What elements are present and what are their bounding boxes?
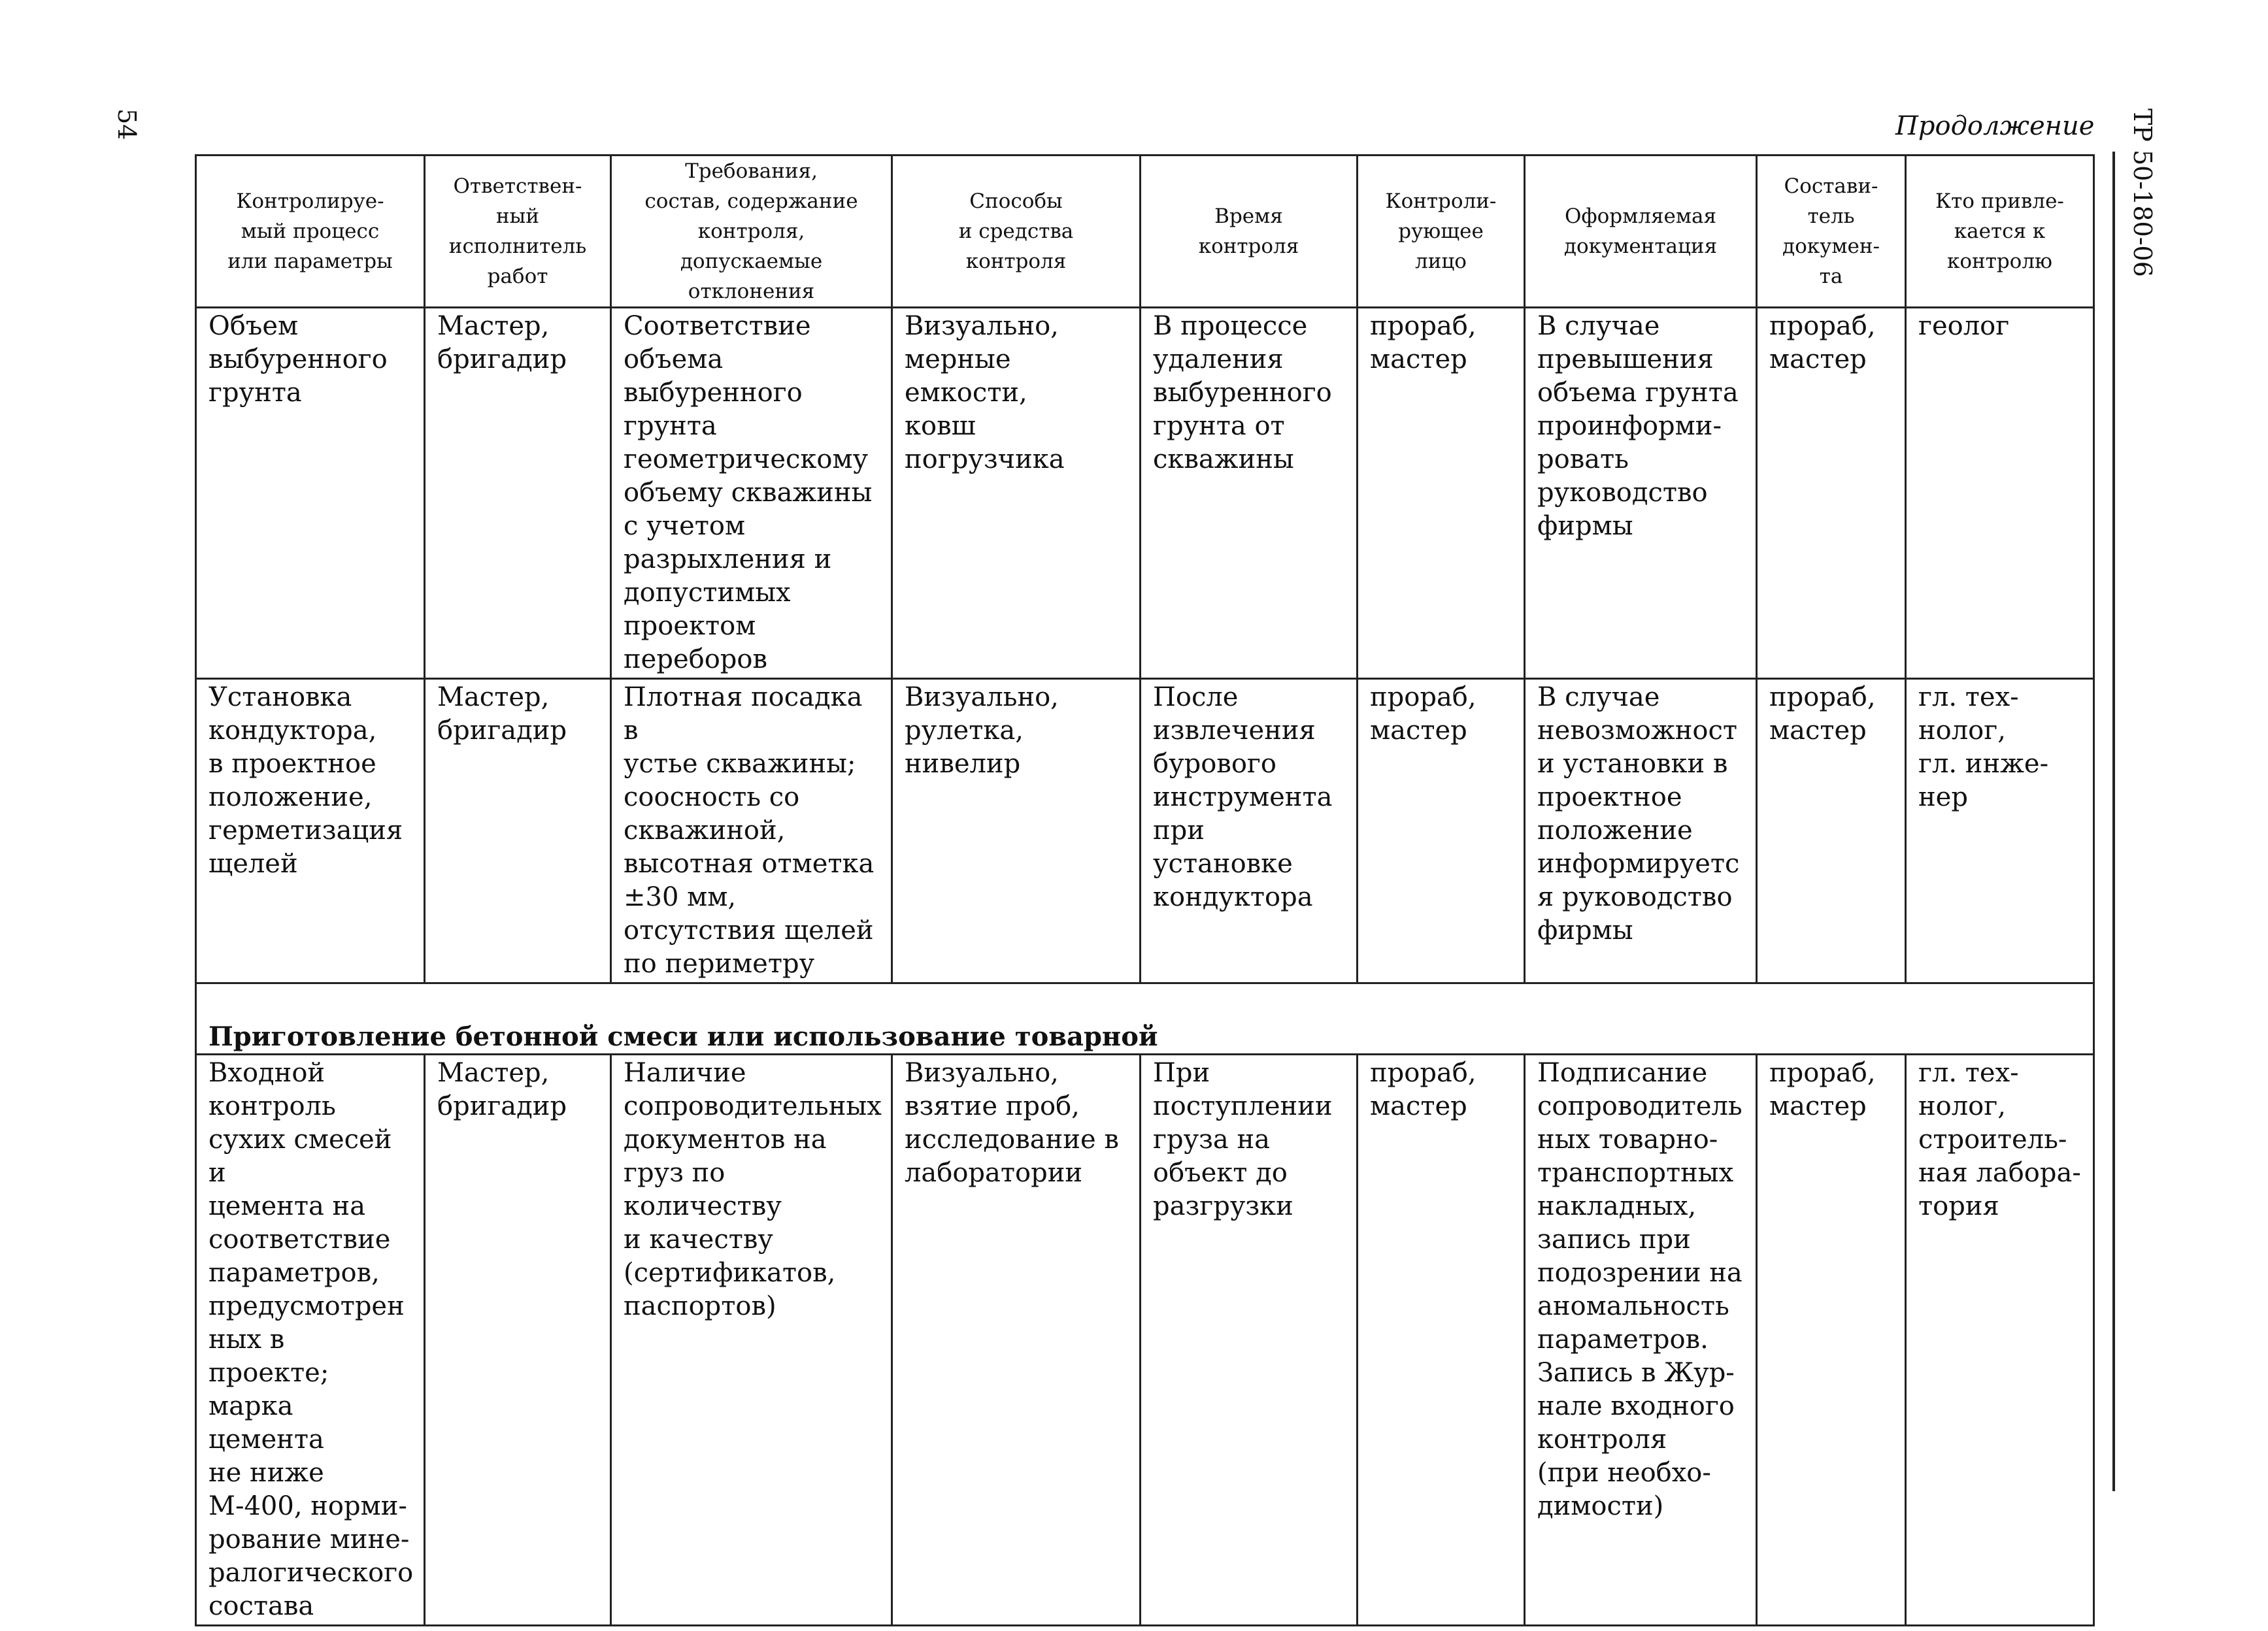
header-controlled-process: Контролируе- мый процесс или параметры: [196, 156, 425, 308]
table-cell: Объем выбуренного грунта: [196, 308, 425, 679]
table-cell: Визуально, рулетка, нивелир: [892, 679, 1141, 983]
table-cell: В случае превышения объема грунта проинформи- ровать руководство фирмы: [1525, 308, 1757, 679]
table-cell: прораб, мастер: [1757, 1055, 1906, 1626]
table-cell: Входной контроль сухих смесей и цемента на соответствие параметров, предусмотрен ных в проекте; марка цемента не ниже М-400, норми- рование мине- ралогического состава: [196, 1055, 425, 1626]
header-responsible: Ответствен- ный исполнитель работ: [425, 156, 611, 308]
table-cell: прораб, мастер: [1757, 308, 1906, 679]
continuation-label: Продолжение: [1895, 111, 2095, 141]
section-title: Приготовление бетонной смеси или использование товарной: [196, 983, 2094, 1055]
table-cell: прораб, мастер: [1358, 1055, 1525, 1626]
table-cell: В случае невозможност и установки в проектное положение информируетс я руководство фирмы: [1525, 679, 1757, 983]
header-controller: Контроли- рующее лицо: [1358, 156, 1525, 308]
header-compiler: Состави- тель докумен- та: [1757, 156, 1906, 308]
table-cell: прораб, мастер: [1358, 679, 1525, 983]
table-row: [196, 1055, 2094, 1626]
table-cell: прораб, мастер: [1757, 679, 1906, 983]
table-cell: прораб, мастер: [1358, 308, 1525, 679]
table-cell: Плотная посадка в устье скважины; соосность со скважиной, высотная отметка ±30 мм, отсутствия щелей по периметру: [611, 679, 892, 983]
table-cell: гл. тех- нолог, гл. инже- нер: [1906, 679, 2094, 983]
header-documentation: Оформляемая документация: [1525, 156, 1757, 308]
header-methods: Способы и средства контроля: [892, 156, 1141, 308]
table-row: [196, 679, 2094, 983]
document-code: ТР 50-180-06: [2128, 108, 2157, 277]
table-cell: Визуально, мерные емкости, ковш погрузчика: [892, 308, 1141, 679]
table-cell: геолог: [1906, 308, 2094, 679]
header-requirements: Требования, состав, содержание контроля, допускаемые отклонения: [611, 156, 892, 308]
header-time: Время контроля: [1141, 156, 1358, 308]
table-cell: При поступлении груза на объект до разгрузки: [1141, 1055, 1358, 1626]
control-table: [195, 154, 2095, 1626]
table-cell: Наличие сопроводительных документов на груз по количеству и качеству (сертификатов, паспортов): [611, 1055, 892, 1626]
table-row: [196, 308, 2094, 679]
table-cell: Визуально, взятие проб, исследование в лаборатории: [892, 1055, 1141, 1626]
page-number: 54: [112, 108, 141, 140]
header-involved: Кто привле- кается к контролю: [1906, 156, 2094, 308]
section-row: [196, 983, 2094, 1055]
table-cell: Соответствие объема выбуренного грунта геометрическому объему скважины с учетом разрыхления и допустимых проектом переборов: [611, 308, 892, 679]
table-cell: гл. тех- нолог, строитель- ная лабора- тория: [1906, 1055, 2094, 1626]
table-cell: В процессе удаления выбуренного грунта от скважины: [1141, 308, 1358, 679]
header-row: [196, 156, 2094, 308]
table-cell: Подписание сопроводитель ных товарно- транспортных накладных, запись при подозрении на аномальность параметров. Запись в Жур- нале входного контроля (при необхо- димости): [1525, 1055, 1757, 1626]
table-cell: Мастер, бригадир: [425, 679, 611, 983]
table-cell: После извлечения бурового инструмента при установке кондуктора: [1141, 679, 1358, 983]
table-cell: Установка кондуктора, в проектное положение, герметизация щелей: [196, 679, 425, 983]
margin-rule: [2112, 152, 2115, 1491]
table-cell: Мастер, бригадир: [425, 1055, 611, 1626]
table-cell: Мастер, бригадир: [425, 308, 611, 679]
